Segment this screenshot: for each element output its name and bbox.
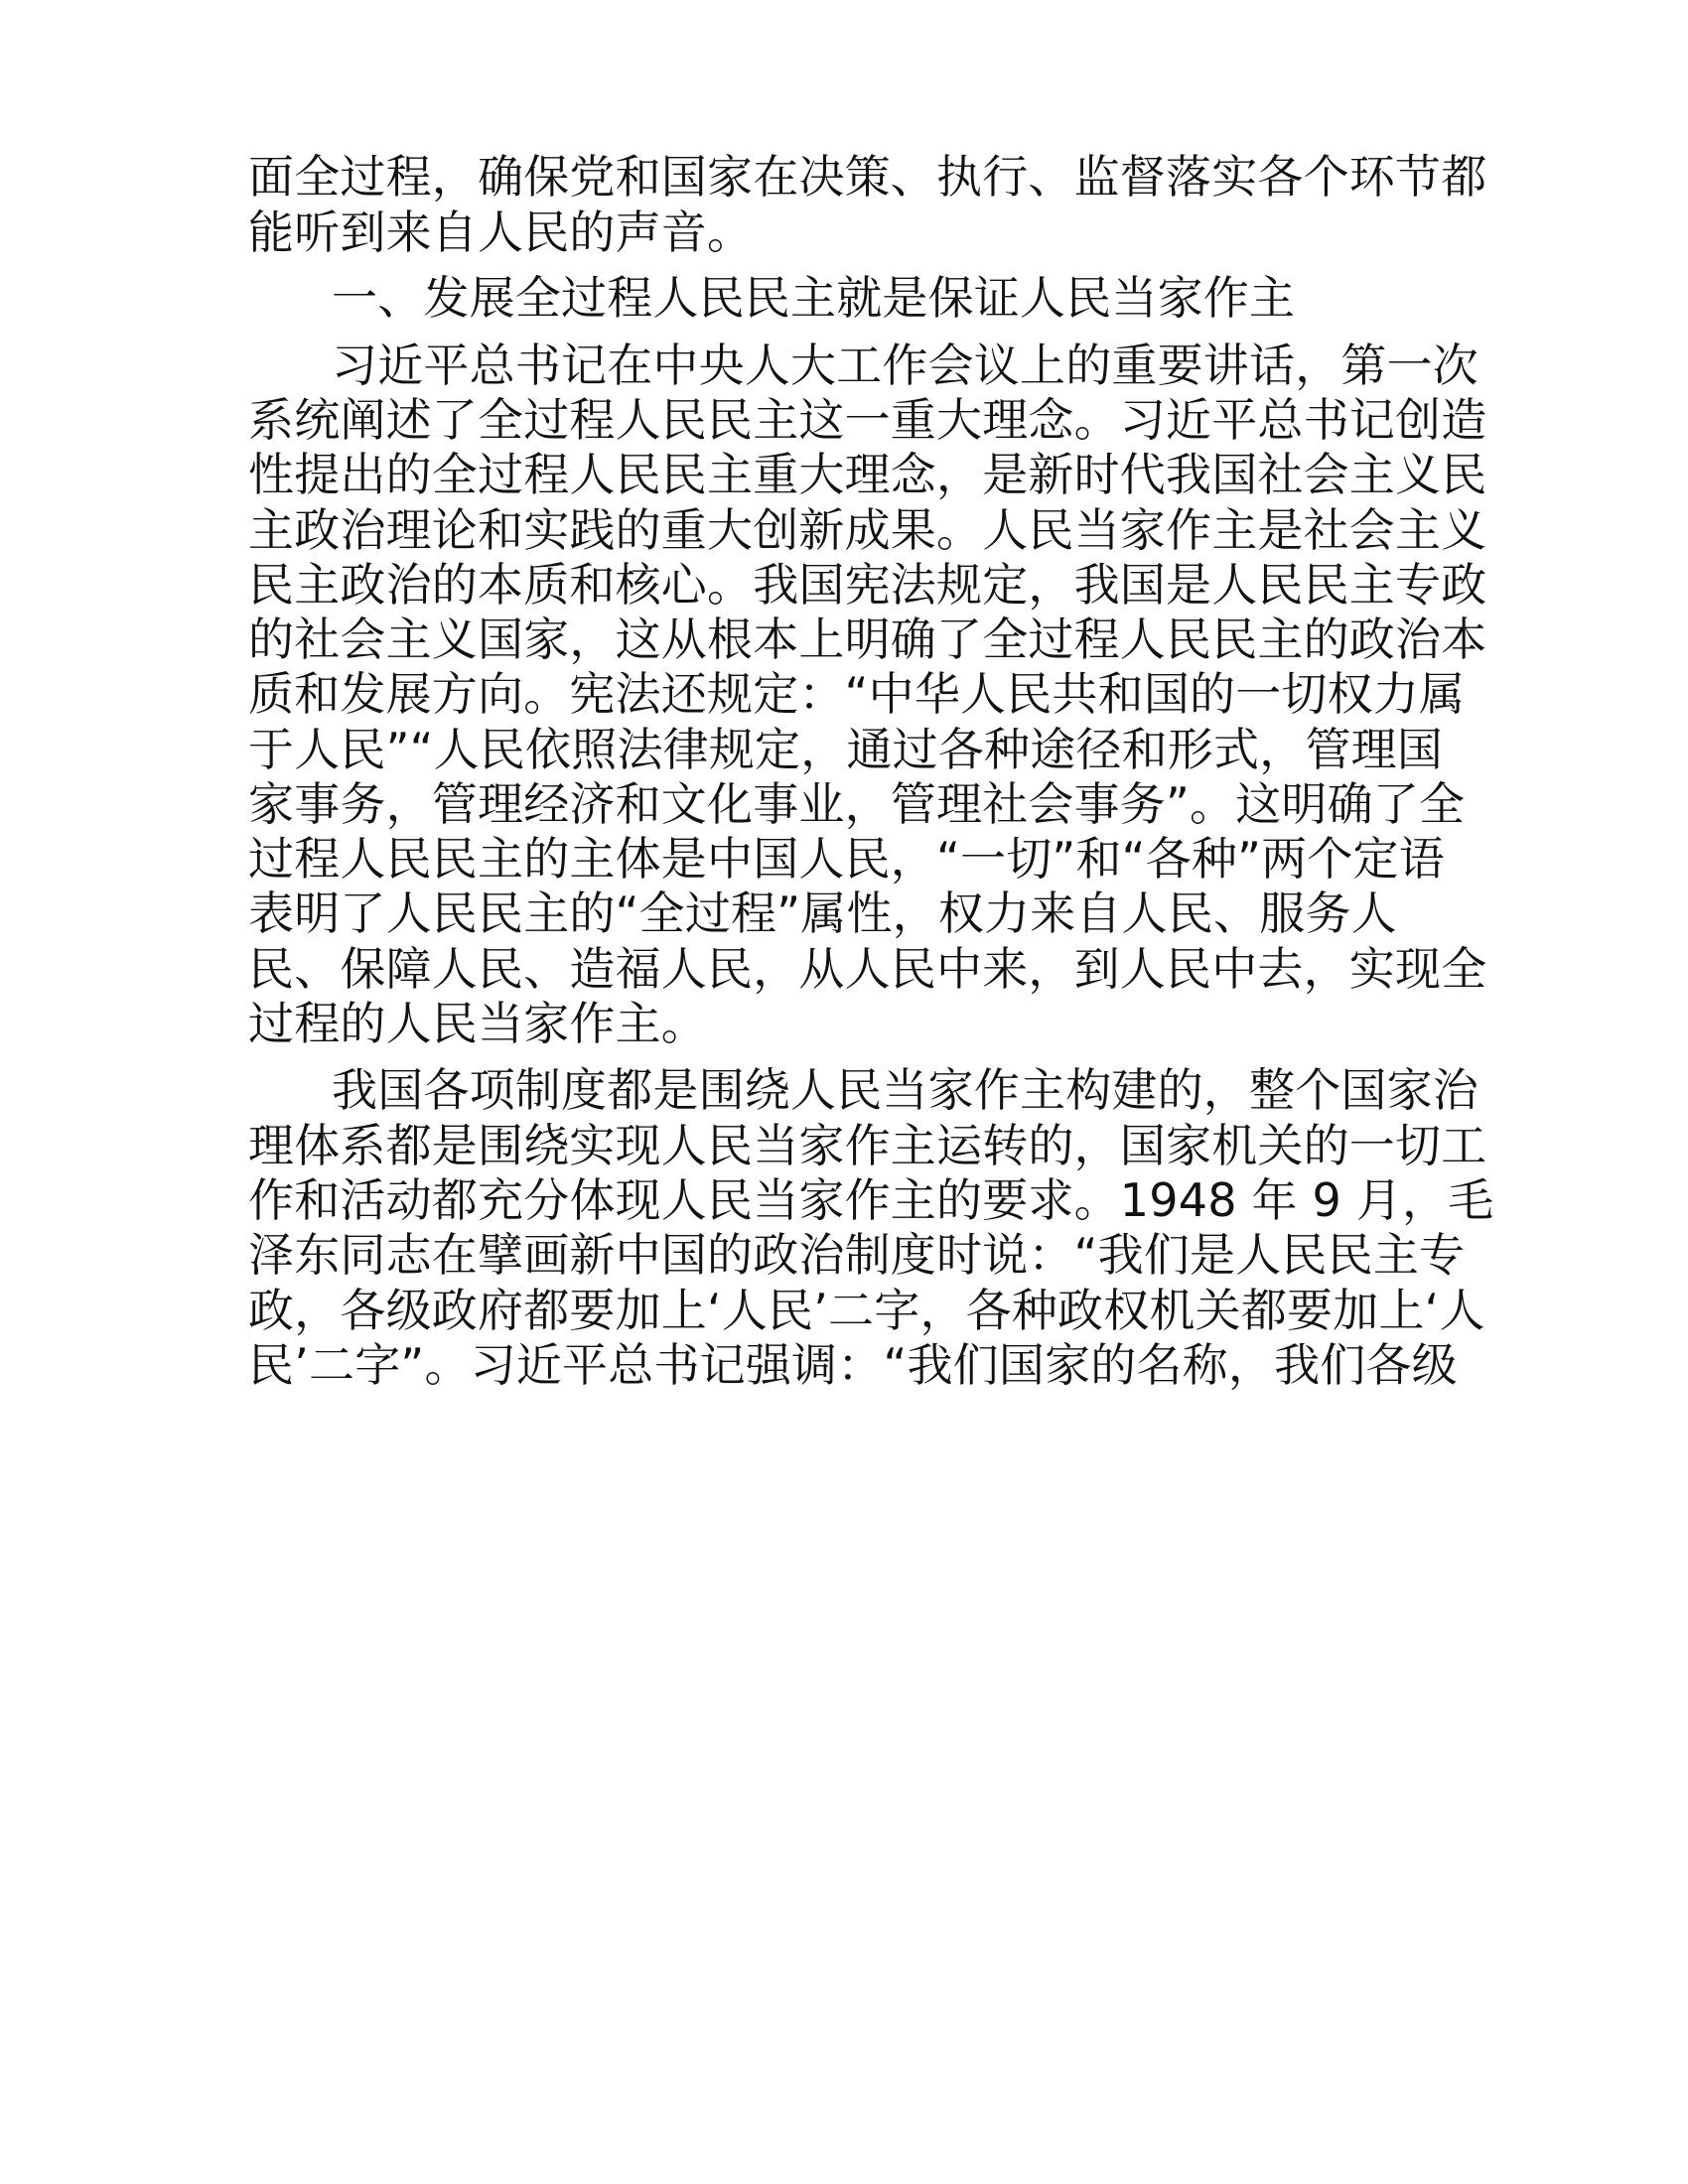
paragraph-line: 民’二字”。习近平总书记强调：“我们国家的名称，我们各级 xyxy=(248,1338,1458,1392)
paragraph-line: 于人民”“人民依照法律规定，通过各种途径和形式，管理国 xyxy=(248,723,1444,776)
paragraph-line: 过程的人民当家作主。 xyxy=(248,997,707,1050)
section-heading: 一、发展全过程人民民主就是保证人民当家作主 xyxy=(332,271,1296,325)
paragraph-line: 表明了人民民主的“全过程”属性，权力来自人民、服务人 xyxy=(248,887,1397,940)
paragraph-line: 面全过程，确保党和国家在决策、执行、监督落实各个环节都 xyxy=(248,150,1487,204)
paragraph-line: 政，各级政府都要加上‘人民’二字，各种政权机关都要加上‘人 xyxy=(248,1284,1485,1337)
paragraph-line: 习近平总书记在中央人大工作会议上的重要讲话，第一次 xyxy=(332,339,1478,392)
paragraph-line: 我国各项制度都是围绕人民当家作主构建的，整个国家治 xyxy=(332,1063,1478,1117)
paragraph-line: 家事务，管理经济和文化事业，管理社会事务”。这明确了全 xyxy=(248,777,1466,831)
paragraph-line: 质和发展方向。宪法还规定：“中华人民共和国的一切权力属 xyxy=(248,667,1466,721)
paragraph-line: 民、保障人民、造福人民，从人民中来，到人民中去，实现全 xyxy=(248,942,1487,996)
paragraph-line: 系统阐述了全过程人民民主这一重大理念。习近平总书记创造 xyxy=(248,393,1487,447)
paragraph-line: 能听到来自人民的声音。 xyxy=(248,205,754,259)
paragraph-line: 性提出的全过程人民民主重大理念，是新时代我国社会主义民 xyxy=(248,448,1487,501)
paragraph-line: 理体系都是围绕实现人民当家作主运转的，国家机关的一切工 xyxy=(248,1119,1487,1172)
paragraph-line: 民主政治的本质和核心。我国宪法规定，我国是人民民主专政 xyxy=(248,558,1487,612)
paragraph-line: 过程人民民主的主体是中国人民，“一切”和“各种”两个定语 xyxy=(248,832,1445,886)
paragraph-line: 作和活动都充分体现人民当家作主的要求。1948 年 9 月，毛 xyxy=(248,1173,1494,1227)
paragraph-line: 的社会主义国家，这从根本上明确了全过程人民民主的政治本 xyxy=(248,613,1487,666)
paragraph-line: 泽东同志在擘画新中国的政治制度时说：“我们是人民民主专 xyxy=(248,1228,1466,1282)
paragraph-line: 主政治理论和实践的重大创新成果。人民当家作主是社会主义 xyxy=(248,503,1487,557)
